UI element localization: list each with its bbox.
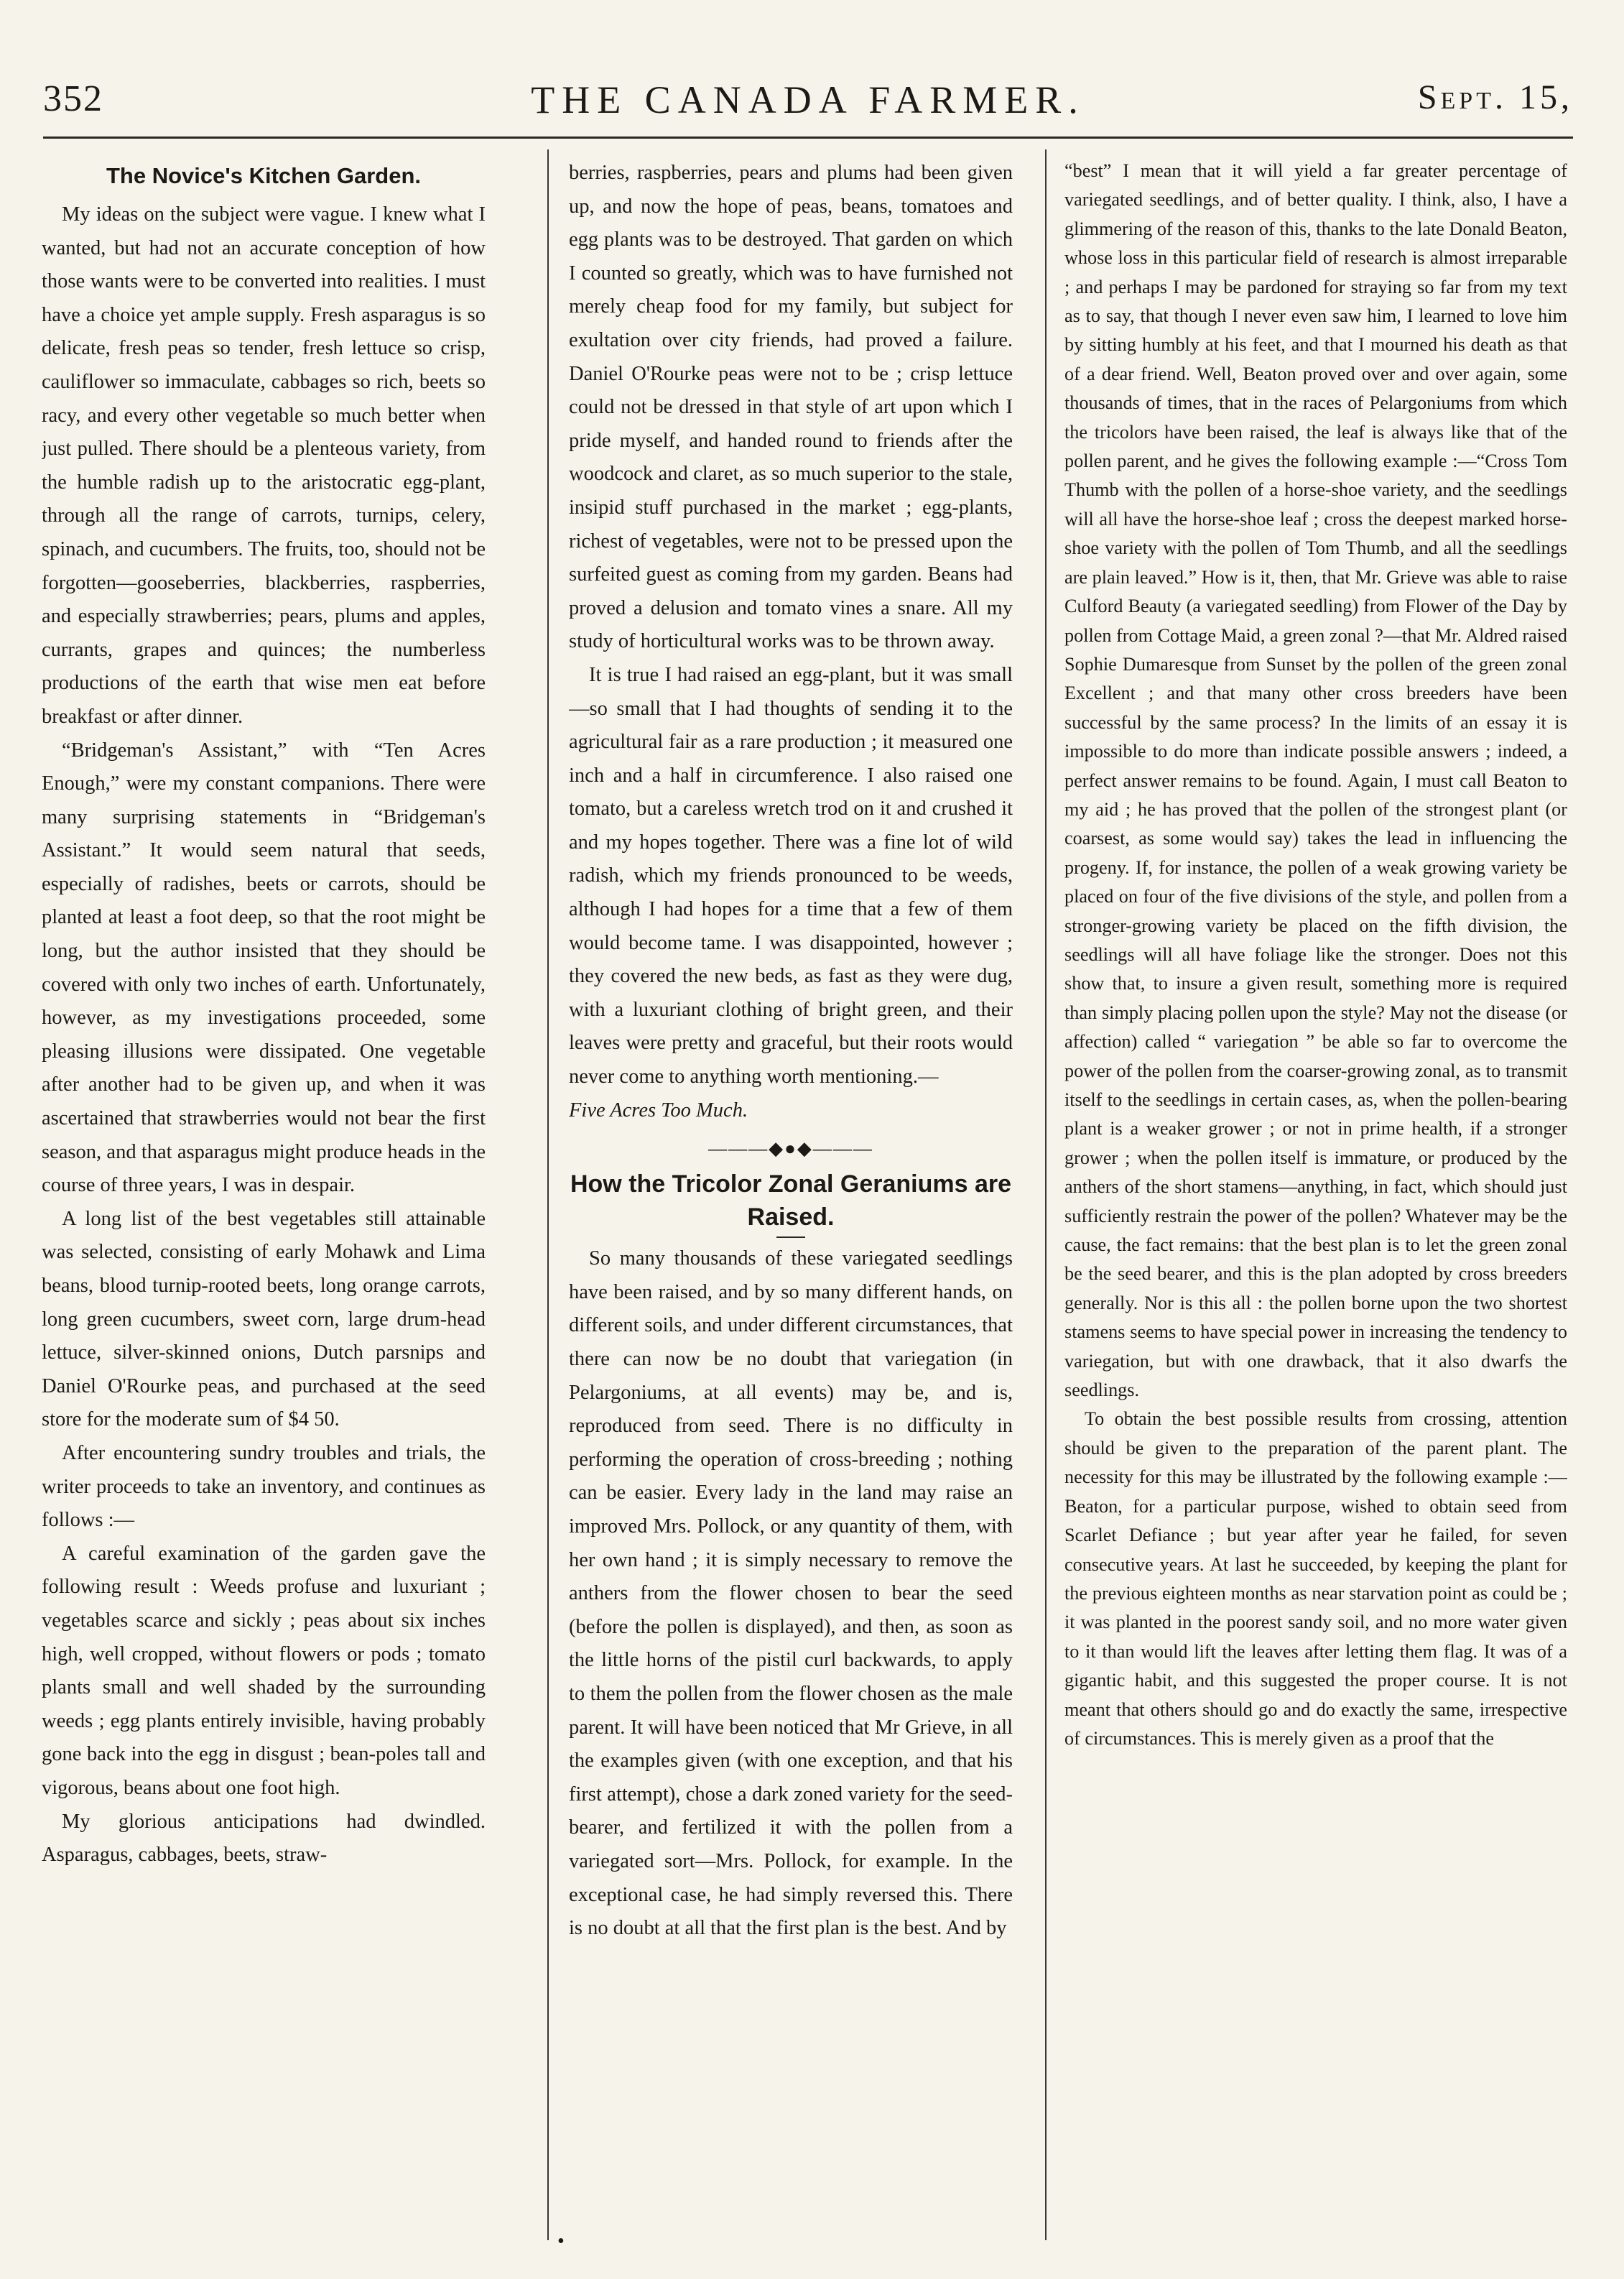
heading-rule: [776, 1236, 805, 1238]
page-number: 352: [43, 78, 103, 119]
paragraph: To obtain the best possible results from crossing, attention should be given to the preparation of the parent plant. The necessity for this may be illustrated by the following example :—Beaton, for a particular purpose, wished to obtain seed from Scarlet Defiance ; but year after year he failed, for seven consecutive years. At last he succeeded, by keeping the plant for the previous eighteen months as near starvation point as could be ; it was planted in the poorest sandy soil, and no more water given to it than would lift the leaves after letting them flag. It was of a gigantic habit, and this suggested the proper course. It is not meant that others should go and do exactly the same, irrespective of circumstances. This is merely given as a proof that the: [1064, 1408, 1567, 1749]
column-divider: [547, 149, 549, 2240]
article-heading-tricolor-geraniums: How the Tricolor Zonal Geraniums are Raised.: [570, 1170, 1012, 1231]
masthead-title: THE CANADA FARMER.: [531, 78, 1085, 121]
paragraph: My glorious anticipations had dwindled. Asparagus, cabbages, beets, straw-: [42, 1810, 486, 1867]
paragraph: It is true I had raised an egg-plant, but it was small—so small that I had thoughts of sending it to the agricultural fair as a rare production ; it measured one inch and a half in circumference. I also raised one tomato, but a careless wretch trod on it and crushed it and my hopes together. There was a fine lot of wild radish, which my friends pronounced to be weeds, although I had hopes for a time that a few of them would become tame. I was disappointed, however ; they covered the new beds, as fast as they were dug, with a luxuriant clothing of bright green, and their leaves were pretty and graceful, but their roots would never come to anything worth mentioning.—: [569, 663, 1013, 1088]
paragraph: So many thousands of these variegated seedlings have been raised, and by so many different hands, on different soils, and under different circumstances, that there can now be no doubt that variegation (in Pelargoniums, at all events) may be, and is, reproduced from seed. There is no difficulty in performing the operation of cross-breeding ; nothing can be easier. Every lady in the land may raise an improved Mrs. Pollock, or any quantity of them, with her own hand ; it is simply necessary to remove the anthers from the flower chosen to bear the seed (before the pollen is displayed), and then, as soon as the little horns of the pistil curl backwards, to apply to them the pollen from the flower chosen as the male parent. It will have been noticed that Mr Grieve, in all the examples given (with one exception, and that his first attempt), chose a dark zoned variety for the seed-bearer, and fertilized it with the pollen from a variegated sort—Mrs. Pollock, for example. In the exceptional case, he had simply reversed this. There is no doubt at all that the first plan is the best. And by: [569, 1247, 1013, 1940]
section-ornament: ———◆●◆———: [708, 1138, 873, 1160]
paragraph: My ideas on the subject were vague. I knew what I wanted, but had not an accurate conception of how those wants were to be converted into realities. I must have a choice yet ample supply. Fresh asparagus is so delicate, fresh peas so tender, fresh lettuce so crisp, cauliflower so immaculate, cabbages so rich, beets so racy, and every other vegetable so much better when just pulled. There should be a plenteous variety, from the humble radish up to the aristocratic egg-plant, through all the range of carrots, turnips, celery, spinach, and cucumbers. The fruits, too, should not be forgotten—gooseberries, blackberries, raspberries, and especially strawberries; pears, plums and apples, currants, grapes and quinces; the numberless productions of the earth that wise men eat before breakfast or after dinner.: [42, 203, 486, 728]
paragraph: “best” I mean that it will yield a far greater percentage of variegated seedlings, and of better quality. I think, also, I have a glimmering of the reason of this, thanks to the late Donald Beaton, whose loss in this particular field of research is almost irreparable ; and perhaps I may be pardoned for straying so far from my text as to say, that though I never even saw him, I learned to love him by sitting humbly at his feet, and that I mourned his death as that of a dear friend. Well, Beaton proved over and over again, some thousands of times, that in the races of Pelargoniums from which the tricolors have been raised, the leaf is always like that of the pollen parent, and he gives the following example :—“Cross Tom Thumb with the pollen of a horse-shoe variety, and the seedlings will all have the horse-shoe leaf ; cross the deepest marked horse-shoe variety with the pollen of Tom Thumb, and all the seedlings are plain leaved.” How is it, then, that Mr. Grieve was able to raise Culford Beauty (a variegated seedling) from Flower of the Day by pollen from Cottage Maid, a green zonal ?—that Mr. Aldred raised Sophie Dumaresque from Sunset by the pollen of the green zonal Excellent ; and that many other cross breeders have been successful by the same process? In the limits of an essay it is impossible to do more than indicate possible answers ; indeed, a perfect answer remains to be found. Again, I must call Beaton to my aid ; he has proved that the pollen of the strongest plant (or coarsest, as some would say) takes the lead in influencing the progeny. If, for instance, the pollen of a weak growing variety be placed on four of the five divisions of the style, and pollen from a stronger-growing variety be placed on the fifth division, the seedlings will all have foliage like the stronger. Does not this show that, to insure a given result, something more is required than simply placing pollen upon the style? May not the disease (or affection) called “ variegation ” be able so far to overcome the power of the pollen from the coarser-growing zonal, as to transmit itself to the seedlings in certain cases, as, when the pollen-bearing plant is a weaker grower ; or not in prime health, if a stronger grower ; when the pollen itself is immature, or produced by the anthers of the short stamens—anything, in fact, which should just sufficiently restrain the power of the pollen? Whatever may be the cause, the fact remains: that the best plan is to let the green zonal be the seed bearer, and this is the plan adopted by cross breeders generally. Nor is this all : the pollen borne upon the two shortest stamens seems to have special power in increasing the tendency to variegation, but with one drawback, that it also dwarfs the seedlings.: [1064, 160, 1567, 1401]
paragraph: A long list of the best vegetables still attainable was selected, consisting of early Mohawk and Lima beans, blood turnip-rooted beets, long orange carrots, long green cucumbers, sweet corn, large drum-head lettuce, silver-skinned onions, Dutch parsnips and Daniel O'Rourke peas, and purchased at the seed store for the moderate sum of $4 50.: [42, 1207, 486, 1431]
paragraph: “Bridgeman's Assistant,” with “Ten Acres Enough,” were my constant companions. There were many surprising statements in “Bridgeman's Assistant.” It would seem natural that seeds, especially of radishes, beets or carrots, should be planted at least a foot deep, so that the root might be long, but the author insisted that they should be covered with only two inches of earth. Unfortunately, however, as my investigations proceeded, some pleasing illusions were dissipated. One vegetable after another had to be given up, and when it was ascertained that strawberries would not bear the first season, and that asparagus might produce heads in the course of three years, I was in despair.: [42, 739, 486, 1197]
printer-mark: •: [557, 2230, 565, 2252]
header-rule: [43, 137, 1573, 139]
paragraph: berries, raspberries, pears and plums had been given up, and now the hope of peas, beans, tomatoes and egg plants was to be destroyed. That garden on which I counted so greatly, which was to have furnished not merely cheap food for my family, but subject for exultation over city friends, had proved a failure. Daniel O'Rourke peas were not to be ; crisp lettuce could not be dressed in that style of art upon which I pride myself, and handed round to friends after the woodcock and claret, as so much superior to the stale, insipid stuff purchased in the market ; egg-plants, richest of vegetables, were not to be pressed upon the surfeited guest as coming from my garden. Beans had proved a delusion and tomato vines a snare. All my study of horticultural works was to be thrown away.: [569, 162, 1013, 653]
article-signature: Five Acres Too Much.: [569, 1099, 748, 1122]
paragraph: A careful examination of the garden gave the following result : Weeds profuse and luxuriant ; vegetables scarce and sickly ; peas about six inches high, well cropped, without flowers or pods ; tomato plants small and well shaded by the surrounding weeds ; egg plants entirely invisible, having probably gone back into the egg in disgust ; bean-poles tall and vigorous, beans about one foot high.: [42, 1542, 486, 1799]
paragraph: After encountering sundry troubles and trials, the writer proceeds to take an inventory, and continues as follows :—: [42, 1441, 486, 1532]
column-3: [1064, 157, 1567, 2233]
column-2: [569, 157, 1013, 2233]
column-1: [42, 157, 486, 2233]
article-heading-kitchen-garden: The Novice's Kitchen Garden.: [106, 163, 422, 188]
issue-date: Sept. 15,: [1417, 78, 1573, 116]
column-divider: [1045, 149, 1047, 2240]
page-header: [43, 78, 1573, 135]
